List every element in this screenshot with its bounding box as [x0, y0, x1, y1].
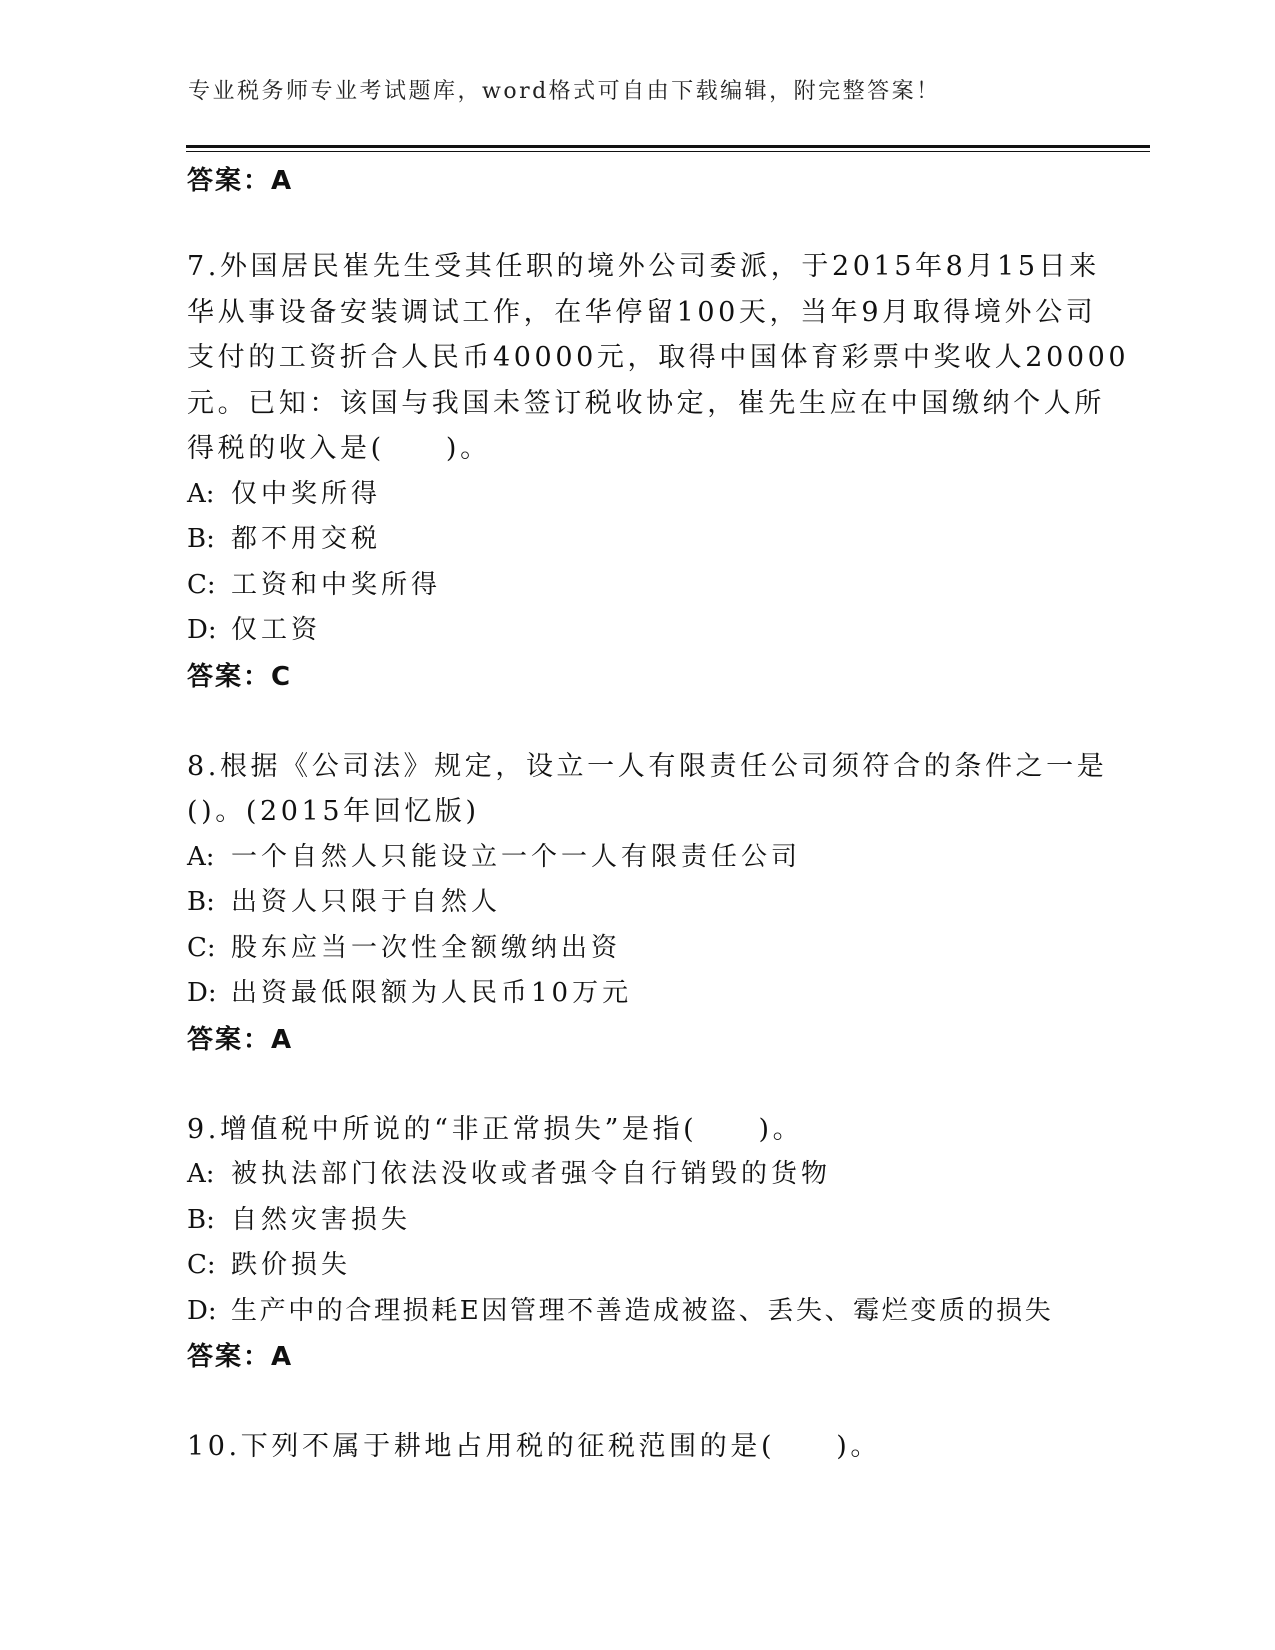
- question-text-line: 8.根据《公司法》规定，设立一人有限责任公司须符合的条件之一是: [187, 750, 1108, 782]
- option-b: B: 都不用交税: [187, 524, 382, 554]
- option-a: A: 仅中奖所得: [187, 478, 382, 509]
- option-c: C: 跌价损失: [187, 1250, 352, 1280]
- question-text-line: 得税的收入是( )。: [187, 433, 491, 464]
- option-b: B: 自然灾害损失: [187, 1204, 412, 1235]
- answer-line: 答案：A: [187, 166, 294, 196]
- question-list: [187, 158, 1130, 1470]
- option-d: D: 出资最低限额为人民币10万元: [187, 978, 633, 1008]
- answer-line: 答案：C: [187, 661, 293, 692]
- question-text-line: 华从事设备安装调试工作，在华停留100天，当年9月取得境外公司: [187, 296, 1097, 328]
- answer-line: 答案：A: [187, 1342, 294, 1372]
- header-rule-thin: [186, 151, 1150, 152]
- question-text-line: ()。(2015年回忆版): [187, 796, 480, 827]
- question-text-line: 9.增值税中所说的“非正常损失”是指( )。: [187, 1113, 804, 1145]
- answer-line: 答案：A: [187, 1024, 294, 1055]
- option-d: D: 仅工资: [187, 615, 322, 645]
- option-a: A: 一个自然人只能设立一个一人有限责任公司: [187, 841, 802, 872]
- page-header: 专业税务师专业考试题库，word格式可自由下载编辑，附完整答案！: [188, 79, 941, 104]
- option-c: C: 工资和中奖所得: [187, 569, 442, 600]
- header-rule-thick: [186, 145, 1150, 148]
- question-10: [187, 1424, 1092, 1470]
- option-b: B: 出资人只限于自然人: [187, 887, 502, 917]
- option-a: A: 被执法部门依法没收或者强令自行销毁的货物: [187, 1159, 832, 1189]
- option-c: C: 股东应当一次性全额缴纳出资: [187, 932, 622, 963]
- question-text-line: 支付的工资折合人民币40000元，取得中国体育彩票中奖收人20000: [187, 342, 1130, 373]
- question-text-line: 元。已知：该国与我国未签订税收协定，崔先生应在中国缴纳个人所: [187, 387, 1105, 419]
- question-9: [187, 1107, 1092, 1153]
- question-text-line: 7.外国居民崔先生受其任职的境外公司委派，于2015年8月15日来: [187, 251, 1100, 282]
- question-text-line: 10.下列不属于耕地占用税的征税范围的是( )。: [187, 1431, 882, 1462]
- question-7: [187, 244, 1130, 472]
- option-d: D: 生产中的合理损耗E因管理不善造成被盗、丢失、霉烂变质的损失: [187, 1295, 1054, 1326]
- question-8: [187, 744, 1108, 835]
